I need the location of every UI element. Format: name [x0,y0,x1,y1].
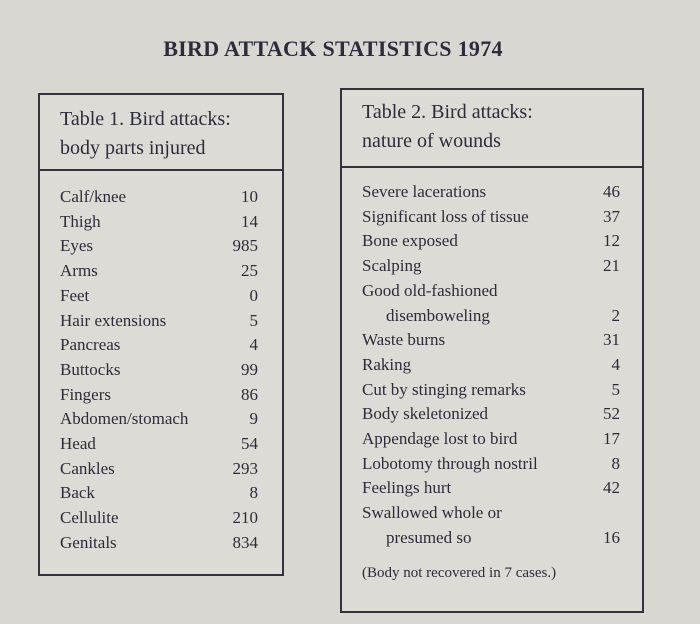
table-row [60,234,258,259]
row-label: Arms [60,261,98,281]
row-label: Fingers [60,384,111,404]
row-label: Back [60,483,95,503]
row-value: 10 [241,187,258,206]
table-row [60,457,258,482]
row-label: Cut by stinging remarks [362,379,526,399]
row-value: 42 [603,478,620,498]
row-value: 4 [611,354,620,374]
table-row [362,526,620,551]
row-value: 99 [241,359,258,379]
row-label: Appendage lost to bird [362,429,518,449]
table-row [362,180,620,205]
table-nature-of-wounds [340,88,644,613]
row-label: Buttocks [60,359,121,379]
table-row [362,501,620,526]
table-body-parts-injured [38,93,284,576]
row-label-continued: presumed so [386,527,472,547]
row-label: Severe lacerations [362,182,487,201]
table-heading-line: body parts injured [60,137,206,159]
row-value: 210 [232,508,258,528]
table-row [362,378,620,403]
row-value: 86 [241,384,258,404]
table-row [60,531,258,556]
row-label: Bone exposed [362,231,458,251]
table-heading [40,95,282,171]
row-label: Significant loss of tissue [362,206,529,226]
row-label: Raking [362,354,412,374]
table-row [362,427,620,452]
table-row [362,452,620,477]
row-label-continued: disemboweling [386,305,490,325]
table-rows [342,168,642,551]
table-row [362,205,620,230]
table-row [60,383,258,408]
table-row [362,279,620,304]
row-label: Waste burns [362,330,446,350]
row-value: 2 [611,305,620,325]
table-row [60,185,258,210]
row-value: 8 [249,483,258,503]
row-label: Calf/knee [60,187,127,206]
row-value: 834 [232,532,258,552]
row-value: 17 [603,429,620,449]
table-rows [40,171,282,556]
row-value: 37 [603,206,620,226]
table-row [362,229,620,254]
table-heading-line: nature of wounds [362,130,501,152]
table-row [60,210,258,235]
row-label: Swallowed whole or [362,503,502,523]
page-title: BIRD ATTACK STATISTICS 1974 [163,36,503,61]
table-row [60,358,258,383]
table-row [60,432,258,457]
row-label: Body skeletonized [362,404,489,424]
row-label: Cellulite [60,508,119,528]
row-value: 21 [603,256,620,276]
row-label: Scalping [362,256,422,276]
row-label: Feelings hurt [362,478,452,498]
row-value: 4 [249,335,258,355]
row-value: 5 [611,379,620,399]
table-row [362,304,620,329]
row-value: 52 [603,404,620,424]
row-value: 31 [603,330,620,350]
row-value: 46 [603,182,620,201]
row-value: 5 [249,310,258,330]
row-value: 54 [241,434,258,454]
row-value: 8 [611,453,620,473]
table-heading-line: Table 2. Bird attacks: [362,101,533,123]
row-label: Eyes [60,236,94,256]
table-heading [342,90,642,168]
row-value: 293 [232,458,258,478]
table-row [362,328,620,353]
row-value: 16 [603,527,620,547]
table-heading-line: Table 1. Bird attacks: [60,108,231,130]
row-label: Lobotomy through nostril [362,453,538,473]
row-value: 0 [249,285,258,305]
row-label: Abdomen/stomach [60,409,189,429]
row-label: Feet [60,285,90,305]
table-row [362,476,620,501]
row-value: 12 [603,231,620,251]
row-label: Good old-fashioned [362,280,498,300]
table-row [60,333,258,358]
row-label: Thigh [60,211,101,231]
row-label: Genitals [60,532,117,552]
row-value: 985 [232,236,258,256]
row-value: 9 [249,409,258,429]
row-value: 25 [241,261,258,281]
table-row [362,254,620,279]
table-row [60,284,258,309]
table-row [60,506,258,531]
table-row [60,259,258,284]
row-label: Head [60,434,96,454]
row-value: 14 [241,211,258,231]
table-row [60,309,258,334]
row-label: Cankles [60,458,115,478]
table-row [362,353,620,378]
footnote: (Body not recovered in 7 cases.) [362,564,557,581]
table-row [362,402,620,427]
table-row [60,407,258,432]
table-row [60,481,258,506]
row-label: Pancreas [60,335,121,355]
row-label: Hair extensions [60,310,167,330]
